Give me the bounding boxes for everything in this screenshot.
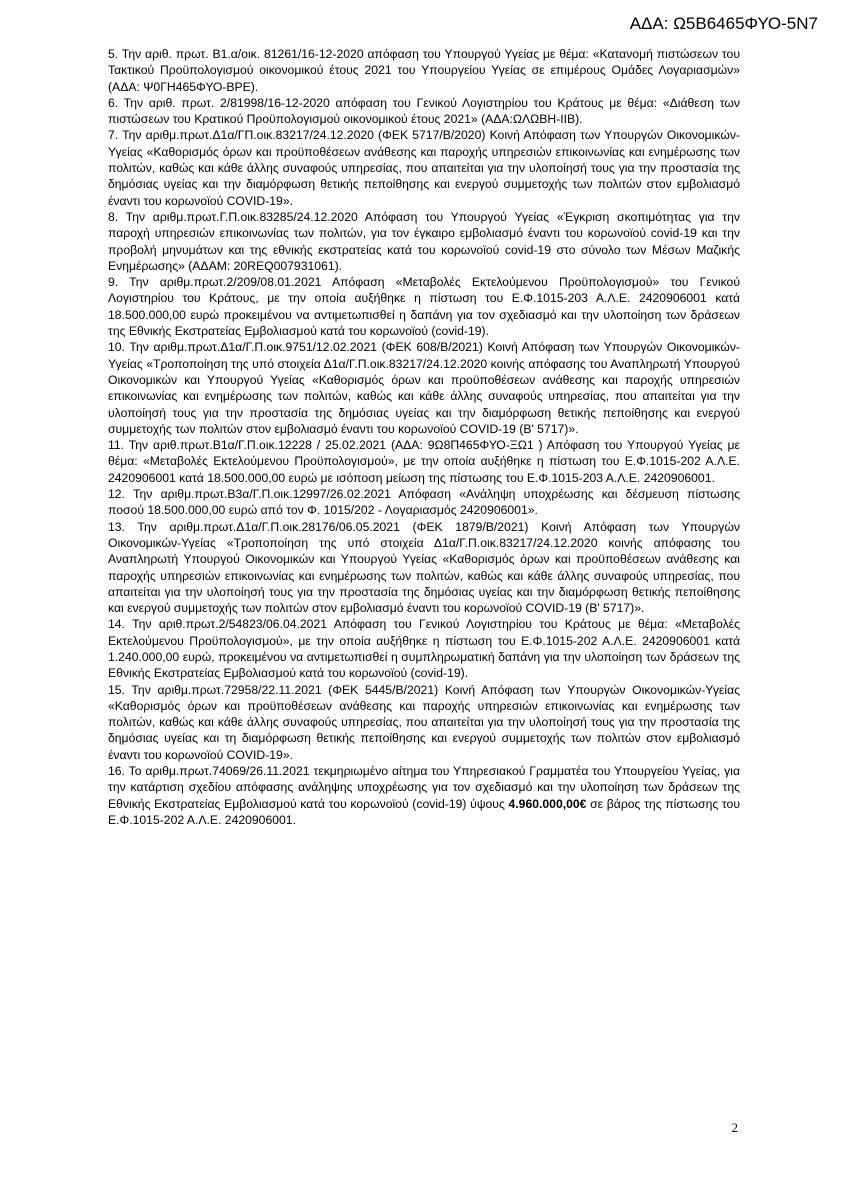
- clause-16-amount: 4.960.000,00€: [508, 796, 587, 811]
- clause-11: 11. Την αριθ.πρωτ.Β1α/Γ.Π.οικ.12228 / 25.02.2021 (ΑΔΑ: 9Ω8Π465ΦΥΟ-ΞΩ1 ) Απόφαση του Υπουργού Υγείας με θέμα: «Μεταβολές Εκτελούμενου Προϋπολογισμού», με την οποία αυξήθηκε η πίστωση του Ε.Φ.1015-202 Α.Λ.Ε. 2420906001 κατά 18.500.000,00 ευρώ με ισόποση μείωση της πίστωσης του Ε.Φ.1015-203 Α.Λ.Ε. 2420906001.: [108, 438, 740, 485]
- clause-8: 8. Την αριθμ.πρωτ.Γ.Π.οικ.83285/24.12.2020 Απόφαση του Υπουργού Υγείας «Έγκριση σκοπιμότητας για την παροχή υπηρεσιών επικοινωνίας των πολιτών, για τον έγκαιρο εμβολιασμό έναντι του κορωνοϊού covid-19 και την προβολή μηνυμάτων και της εθνικής εκστρατείας κατά του κορωνοϊού covid-19 στο σύνολο των Μέσων Μαζικής Ενημέρωσης» (ΑΔΑΜ: 20REQ007931061).: [108, 209, 740, 273]
- ada-header: ΑΔΑ: Ω5Β6465ΦΥΟ-5Ν7: [629, 14, 818, 33]
- clause-6: 6. Την αριθ. πρωτ. 2/81998/16-12-2020 απόφαση του Γενικού Λογιστηρίου του Κράτους με θέμα: «Διάθεση των πιστώσεων του Κρατικού Προϋπολογισμού οικονομικού έτους 2021» (ΑΔΑ:ΩΛΩΒΗ-ΙΙΒ).: [108, 95, 740, 127]
- clause-12: 12. Την αριθμ.πρωτ.Β3α/Γ.Π.οικ.12997/26.02.2021 Απόφαση «Ανάληψη υποχρέωσης και δέσμευση πίστωσης ποσού 18.500.000,00 ευρώ από τον Φ. 1015/202 - Λογαριασμός 2420906001».: [108, 487, 740, 518]
- clause-7: 7. Την αριθμ.πρωτ.Δ1α/ΓΠ.οικ.83217/24.12.2020 (ΦΕΚ 5717/Β/2020) Κοινή Απόφαση των Υπουργών Οικονομικών-Υγείας «Καθορισμός όρων και προϋποθέσεων ανάθεσης και παροχής υπηρεσιών επικοινωνίας και ενημέρωσης των πολιτών, καθώς και κάθε άλλης συναφούς υπηρεσίας, που απαιτείται για την υλοποίησή τους για την προστασία της δημόσιας υγείας και την διαμόρφωση θετικής πεποίθησης και ενεργού συμμετοχής των πολιτών στον εμβολιασμό έναντι του κορωνοϊού COVID-19».: [108, 128, 740, 208]
- clause-13: 13. Την αριθμ.πρωτ.Δ1α/Γ.Π.οικ.28176/06.05.2021 (ΦΕΚ 1879/Β/2021) Κοινή Απόφαση των Υπουργών Οικονομικών-Υγείας «Τροποποίηση της υπό στοιχεία Δ1α/Γ.Π.οικ.83217/24.12.2020 κοινής απόφασης του Αναπληρωτή Υπουργού Οικονομικών και Υπουργού Υγείας «Καθορισμός όρων και προϋποθέσεων ανάθεσης και παροχής υπηρεσιών επικοινωνίας και ενημέρωσης των πολιτών, καθώς και κάθε άλλης συναφούς υπηρεσίας, που απαιτείται για την υλοποίησή τους για την προστασία της δημόσιας υγείας και την διαμόρφωση θετικής πεποίθησης και ενεργού συμμετοχής των πολιτών στον εμβολιασμό έναντι του κορωνοϊού COVID-19 (Β' 5717)».: [108, 519, 740, 616]
- clause-9: 9. Την αριθμ.πρωτ.2/209/08.01.2021 Απόφαση «Μεταβολές Εκτελούμενου Προϋπολογισμού» του Γενικού Λογιστηρίου του Κράτους, με την οποία αυξήθηκε η πίστωση του Ε.Φ.1015-203 Α.Λ.Ε. 2420906001 κατά 18.500.000,00 ευρώ προκειμένου να αντιμετωπισθεί η δαπάνη για τον σχεδιασμό και την υλοποίηση των δράσεων της Εθνικής Εκστρατείας Εμβολιασμού κατά του κορωνοϊού (covid-19).: [108, 275, 740, 339]
- clause-16-text-after: σε βάρος της πίστωσης του Ε.Φ.1015-202 Α.Λ.Ε. 2420906001.: [108, 796, 740, 827]
- clause-14: 14. Την αριθ.πρωτ.2/54823/06.04.2021 Απόφαση του Γενικού Λογιστηρίου του Κράτους με θέμα: «Μεταβολές Εκτελούμενου Προϋπολογισμού», με την οποία αυξήθηκε η πίστωση του Ε.Φ.1015-202 Α.Λ.Ε. 2420906001 κατά 1.240.000,00 ευρώ, προκειμένου να αντιμετωπισθεί η συμπληρωματική δαπάνη για την υλοποίηση των δράσεων της Εθνικής Εκστρατείας Εμβολιασμού κατά του κορωνοϊού (covid-19).: [108, 617, 740, 681]
- clause-10: 10. Την αριθμ.πρωτ.Δ1α/Γ.Π.οικ.9751/12.02.2021 (ΦΕΚ 608/Β/2021) Κοινή Απόφαση των Υπουργών Οικονομικών-Υγείας «Τροποποίηση της υπό στοιχεία Δ1α/Γ.Π.οικ.83217/24.12.2020 κοινής απόφασης του Αναπληρωτή Υπουργού Οικονομικών και Υπουργού Υγείας «Καθορισμός όρων και προϋποθέσεων ανάθεσης και παροχής υπηρεσιών επικοινωνίας και ενημέρωσης των πολιτών, καθώς και κάθε άλλης συναφούς υπηρεσίας, που απαιτείται για την υλοποίησή τους για την προστασία της δημόσιας υγείας και την διαμόρφωση θετικής πεποίθησης και ενεργού συμμετοχής των πολιτών στον εμβολιασμό έναντι του κορωνοϊού COVID-19 (Β' 5717)».: [108, 340, 740, 436]
- clause-16: [108, 763, 740, 828]
- clause-5: 5. Την αριθ. πρωτ. Β1.α/οικ. 81261/16-12-2020 απόφαση του Υπουργού Υγείας με θέμα: «Κατανομή πιστώσεων του Τακτικού Προϋπολογισμού οικονομικού έτους 2021 του Υπουργείου Υγείας σε επιμέρους Ομάδες Λογαριασμών» (ΑΔΑ: Ψ0ΓΗ465ΦΥΟ-ΒΡΕ).: [108, 47, 740, 94]
- page-number: 2: [731, 1120, 738, 1135]
- clause-15: 15. Την αριθμ.πρωτ.72958/22.11.2021 (ΦΕΚ 5445/Β/2021) Κοινή Απόφαση των Υπουργών Οικονομικών-Υγείας «Καθορισμός όρων και προϋποθέσεων ανάθεσης και παροχής υπηρεσιών επικοινωνίας και ενημέρωσης των πολιτών, καθώς και κάθε άλλης συναφούς υπηρεσίας, που απαιτείται για την υλοποίησή τους για την προστασία της δημόσιας υγείας και τη διαμόρφωση θετικής πεποίθησης και ενεργού συμμετοχής των πολιτών στον εμβολιασμό έναντι του κορωνοϊού COVID-19».: [108, 682, 740, 762]
- clause-16-text-before: 16. Το αριθμ.πρωτ.74069/26.11.2021 τεκμηριωμένο αίτημα του Υπηρεσιακού Γραμματέα του Υπουργείου Υγείας, για την κατάρτιση σχεδίου απόφασης ανάληψης υποχρέωσης για τον σχεδιασμό και την υλοποίηση των δράσεων της Εθνικής Εκστρατείας Εμβολιασμού κατά του κορωνοϊού (covid-19) ύψους: [108, 764, 740, 811]
- document-body: [108, 46, 740, 828]
